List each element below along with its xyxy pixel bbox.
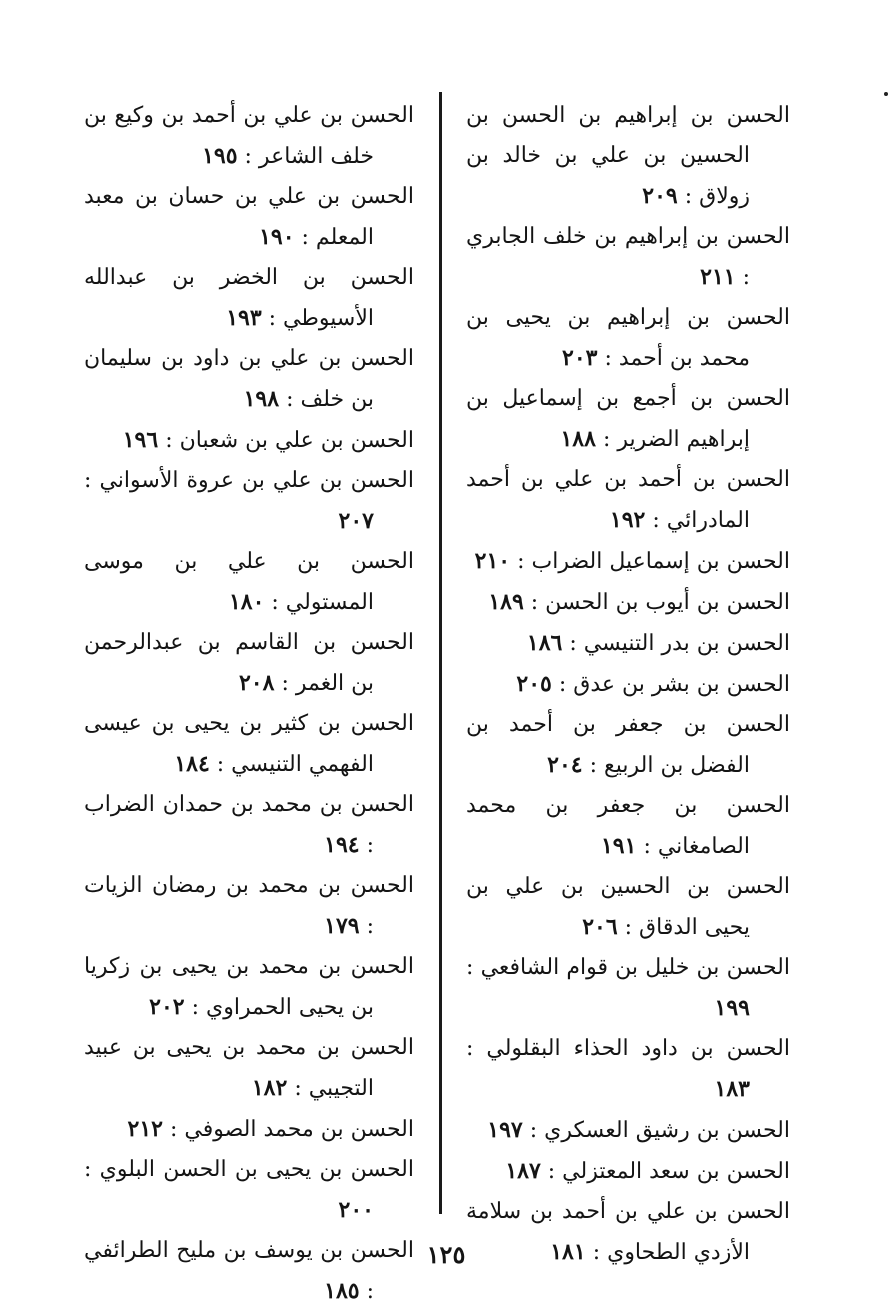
index-entry <box>84 866 414 947</box>
entry-name: الحسن بن محمد بن يحيى بن زكريا بن يحيى الحمراوي : <box>84 954 414 1020</box>
entry-page-number: ١٩١ <box>600 833 637 859</box>
entry-name: الحسن بن الخضر بن عبدالله الأسيوطي : <box>84 265 414 331</box>
index-entry <box>84 623 414 704</box>
entry-name: الحسن بن محمد الصوفي : <box>169 1117 414 1142</box>
index-entry <box>84 1028 414 1109</box>
entry-name: الحسن بن علي بن داود بن سليمان بن خلف : <box>84 346 414 412</box>
entry-page-number: ١٨٢ <box>251 1075 288 1101</box>
entry-name: الحسن بن أجمع بن إسماعيل بن إبراهيم الضرير : <box>466 386 790 452</box>
index-column-right <box>466 96 790 1273</box>
entry-name: الحسن بن إبراهيم بن يحيى بن محمد بن أحمد : <box>466 305 790 371</box>
entry-page-number: ٢٠٥ <box>516 671 552 697</box>
entry-name: الحسن بن علي بن موسى المستولي : <box>84 549 414 615</box>
entry-page-number: ٢٠٧ <box>338 508 374 534</box>
entry-name: الحسن بن أيوب بن الحسن : <box>530 590 790 615</box>
entry-name: الحسن بن علي بن شعبان : <box>165 428 414 453</box>
index-entry <box>84 1150 414 1231</box>
entry-page-number: ١٨٠ <box>228 589 265 615</box>
entry-name: الحسن بن رشيق العسكري : <box>529 1118 790 1143</box>
entry-name: الحسن بن خليل بن قوام الشافعي : <box>466 955 790 980</box>
index-entry <box>84 785 414 866</box>
entry-name: الحسن بن إبراهيم بن خلف الجابري : <box>466 224 790 290</box>
index-entry <box>84 339 414 420</box>
entry-name: الحسن بن بدر التنيسي : <box>569 631 790 656</box>
entry-page-number: ١٩٩ <box>714 995 750 1021</box>
entry-name: الحسن بن القاسم بن عبدالرحمن بن الغمر : <box>84 630 414 696</box>
entry-name: الحسن بن علي بن حسان بن معبد المعلم : <box>84 184 414 250</box>
index-entry <box>84 461 414 542</box>
index-entry <box>466 867 790 948</box>
entry-page-number: ١٩٠ <box>259 224 295 250</box>
entry-name: الحسن بن محمد بن رمضان الزيات : <box>84 873 414 939</box>
index-entry <box>84 704 414 785</box>
entry-name: الحسن بن علي بن أحمد بن وكيع بن خلف الشاعر : <box>84 103 414 169</box>
index-entry <box>466 948 790 1029</box>
page-number: ١٢٥ <box>426 1240 466 1269</box>
entry-page-number: ١٨١ <box>550 1239 586 1265</box>
entry-page-number: ١٨٣ <box>714 1076 750 1102</box>
entry-page-number: ٢٠٣ <box>562 345 598 371</box>
entry-name: الحسن بن بشر بن عدق : <box>558 672 790 697</box>
entry-name: الحسن بن يوسف بن مليح الطرائفي : <box>84 1238 414 1304</box>
entry-name: الحسن بن علي بن أحمد بن سلامة الأزدي الطحاوي : <box>466 1199 790 1265</box>
index-entry <box>84 542 414 623</box>
entry-page-number: ٢١٠ <box>474 548 511 574</box>
entry-page-number: ٢٠٦ <box>582 914 618 940</box>
index-entry <box>466 582 790 623</box>
index-entry <box>466 1192 790 1273</box>
entry-page-number: ٢٠٤ <box>547 752 583 778</box>
entry-page-number: ٢٠٢ <box>149 994 185 1020</box>
entry-name: الحسن بن جعفر بن محمد الصامغاني : <box>466 793 790 859</box>
index-entry <box>84 258 414 339</box>
entry-page-number: ١٨٩ <box>488 589 524 615</box>
entry-name: الحسن بن داود الحذاء البقلولي : <box>466 1036 790 1061</box>
index-entry <box>466 1110 790 1151</box>
entry-name: الحسن بن سعد المعتزلي : <box>547 1159 790 1184</box>
entry-name: الحسن بن جعفر بن أحمد بن الفضل بن الربيع : <box>466 712 790 778</box>
entry-name: الحسن بن إسماعيل الضراب : <box>517 549 790 574</box>
index-entry <box>466 705 790 786</box>
entry-page-number: ١٩٢ <box>609 507 646 533</box>
index-entry <box>466 217 790 298</box>
index-entry <box>466 96 790 217</box>
index-entry <box>466 623 790 664</box>
entry-page-number: ١٩٨ <box>243 386 280 412</box>
index-entry <box>466 1029 790 1110</box>
entry-name: الحسن بن محمد بن يحيى بن عبيد التجيبي : <box>84 1035 414 1101</box>
index-entry <box>466 1151 790 1192</box>
entry-page-number: ٢١٢ <box>127 1116 163 1142</box>
entry-name: الحسن بن إبراهيم بن الحسن بن الحسين بن علي بن خالد بن زولاق : <box>466 103 790 209</box>
entry-name: الحسن بن كثير بن يحيى بن عيسى الفهمي التنيسي : <box>84 711 414 777</box>
entry-page-number: ١٨٨ <box>560 426 596 452</box>
index-entry <box>84 177 414 258</box>
index-entry <box>84 947 414 1028</box>
index-entry <box>466 541 790 582</box>
entry-page-number: ١٩٧ <box>487 1117 523 1143</box>
index-entry <box>84 420 414 461</box>
index-entry <box>84 96 414 177</box>
index-entry <box>84 1231 414 1312</box>
entry-page-number: ١٨٥ <box>324 1278 360 1304</box>
entry-name: الحسن بن محمد بن حمدان الضراب : <box>84 792 414 858</box>
scan-speck <box>884 92 888 96</box>
index-entry <box>466 298 790 379</box>
entry-name: الحسن بن الحسين بن علي بن يحيى الدقاق : <box>466 874 790 940</box>
entry-page-number: ١٩٥ <box>202 143 238 169</box>
entry-page-number: ٢١١ <box>700 264 736 290</box>
entry-page-number: ١٩٣ <box>226 305 262 331</box>
index-column-left <box>84 96 414 1312</box>
entry-page-number: ١٩٦ <box>122 427 159 453</box>
entry-page-number: ١٧٩ <box>324 913 360 939</box>
entry-page-number: ١٨٦ <box>526 630 563 656</box>
entry-page-number: ٢٠٠ <box>338 1197 374 1223</box>
entry-page-number: ٢٠٩ <box>642 183 678 209</box>
entry-name: الحسن بن يحيى بن الحسن البلوي : <box>84 1157 414 1182</box>
index-entry <box>466 379 790 460</box>
entry-name: الحسن بن علي بن عروة الأسواني : <box>84 468 414 493</box>
entry-name: الحسن بن أحمد بن علي بن أحمد المادرائي : <box>466 467 790 533</box>
index-entry <box>466 664 790 705</box>
entry-page-number: ٢٠٨ <box>238 670 275 696</box>
entry-page-number: ١٨٧ <box>505 1158 541 1184</box>
index-entry <box>466 460 790 541</box>
entry-page-number: ١٨٤ <box>174 751 210 777</box>
entry-page-number: ١٩٤ <box>324 832 360 858</box>
index-entry <box>466 786 790 867</box>
column-divider <box>439 92 442 1214</box>
index-entry <box>84 1109 414 1150</box>
